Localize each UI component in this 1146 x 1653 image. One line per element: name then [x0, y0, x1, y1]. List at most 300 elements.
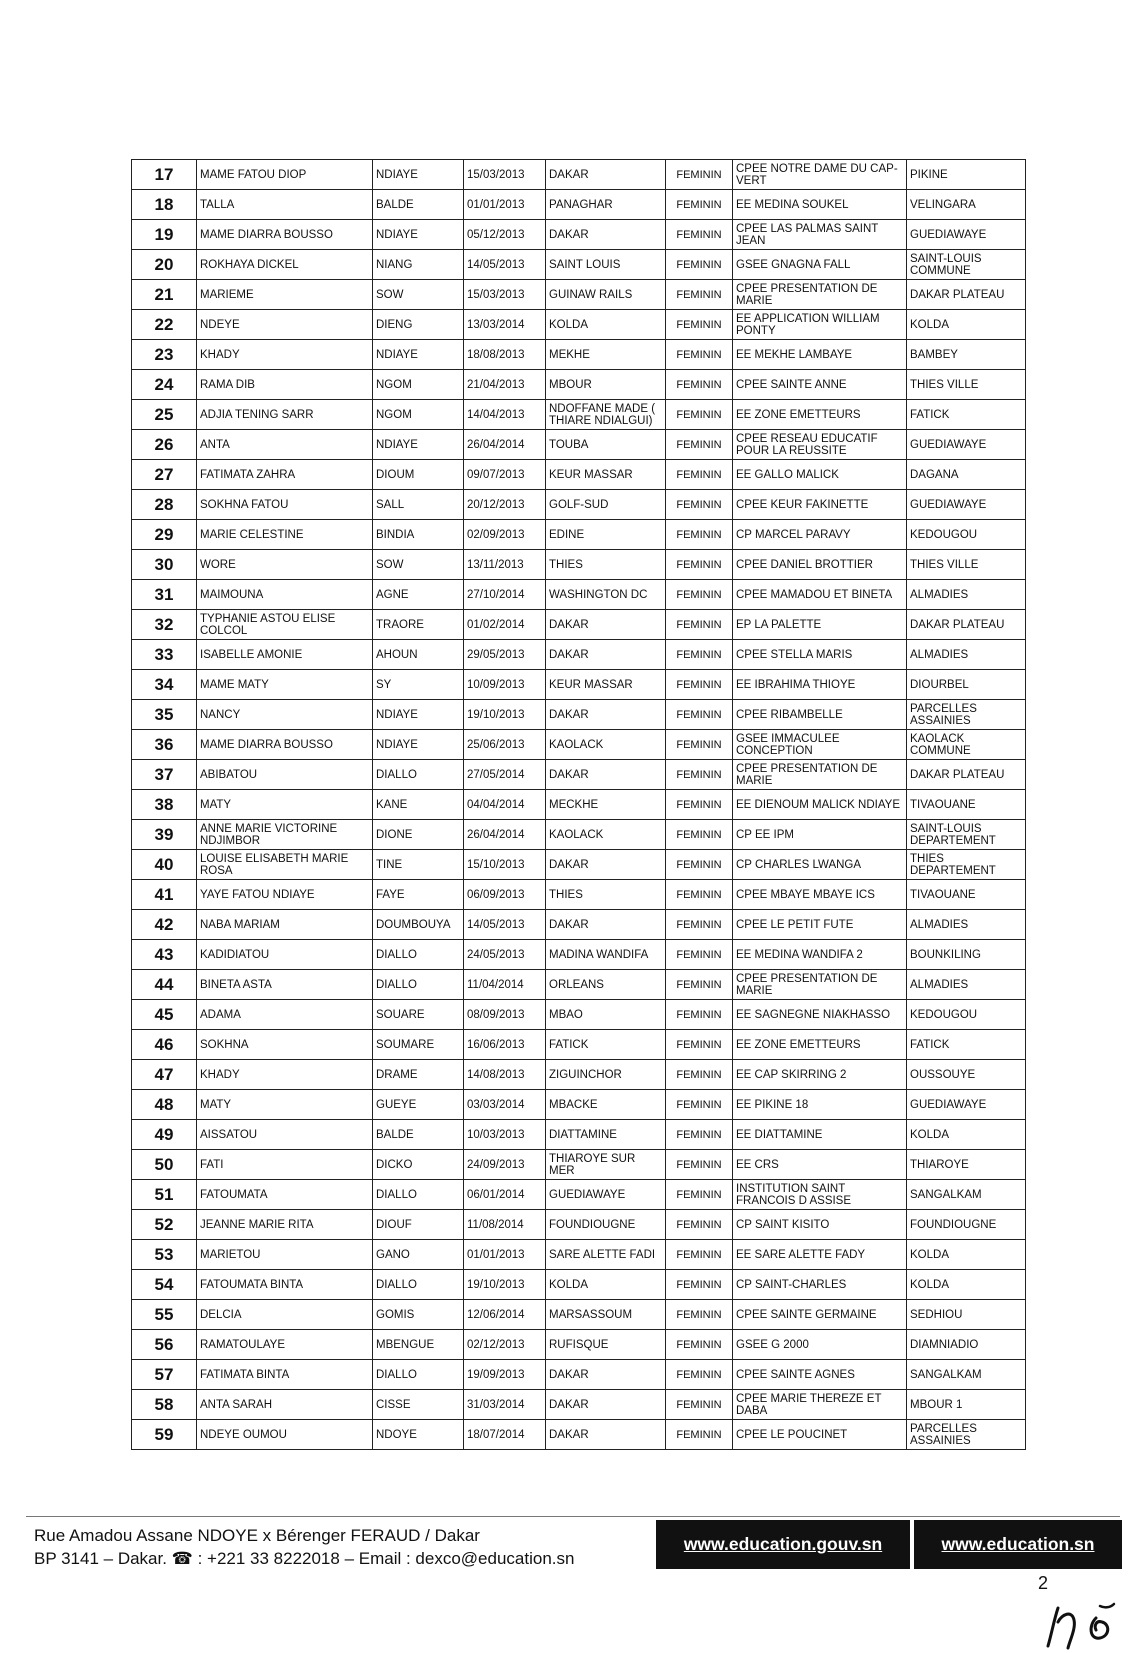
table-row: [132, 490, 1026, 520]
birth-place-cell: SAINT LOUIS: [546, 250, 666, 280]
first-name-cell: MARIETOU: [197, 1240, 373, 1270]
birth-place-cell: DAKAR: [546, 850, 666, 880]
school-cell: CPEE DANIEL BROTTIER: [733, 550, 907, 580]
locality-cell: DAKAR PLATEAU: [907, 760, 1026, 790]
sex-cell: FEMININ: [666, 880, 733, 910]
last-name-cell: NDIAYE: [373, 340, 464, 370]
footer-address-line1: Rue Amadou Assane NDOYE x Bérenger FERAUD / Dakar: [34, 1526, 480, 1545]
locality-cell: VELINGARA: [907, 190, 1026, 220]
first-name-cell: TYPHANIE ASTOU ELISE COLCOL: [197, 610, 373, 640]
first-name-cell: MATY: [197, 790, 373, 820]
table-row: [132, 310, 1026, 340]
school-cell: CPEE RESEAU EDUCATIF POUR LA REUSSITE: [733, 430, 907, 460]
table-row: [132, 1420, 1026, 1450]
locality-cell: OUSSOUYE: [907, 1060, 1026, 1090]
first-name-cell: FATOUMATA: [197, 1180, 373, 1210]
last-name-cell: SOUMARE: [373, 1030, 464, 1060]
table-row: [132, 340, 1026, 370]
row-number-cell: 53: [132, 1240, 197, 1270]
school-cell: GSEE G 2000: [733, 1330, 907, 1360]
page-number: 2: [1038, 1573, 1049, 1593]
sex-cell: FEMININ: [666, 1210, 733, 1240]
table-row: [132, 970, 1026, 1000]
school-cell: EE CRS: [733, 1150, 907, 1180]
birth-date-cell: 13/03/2014: [464, 310, 546, 340]
sex-cell: FEMININ: [666, 1180, 733, 1210]
school-cell: EE MEKHE LAMBAYE: [733, 340, 907, 370]
birth-date-cell: 11/08/2014: [464, 1210, 546, 1240]
last-name-cell: NGOM: [373, 370, 464, 400]
table-row: [132, 880, 1026, 910]
school-cell: CPEE SAINTE AGNES: [733, 1360, 907, 1390]
last-name-cell: NGOM: [373, 400, 464, 430]
first-name-cell: MAIMOUNA: [197, 580, 373, 610]
sex-cell: FEMININ: [666, 1120, 733, 1150]
school-cell: EE SARE ALETTE FADY: [733, 1240, 907, 1270]
birth-date-cell: 06/01/2014: [464, 1180, 546, 1210]
row-number-cell: 52: [132, 1210, 197, 1240]
school-cell: EE SAGNEGNE NIAKHASSO: [733, 1000, 907, 1030]
table-row: [132, 400, 1026, 430]
locality-cell: SANGALKAM: [907, 1180, 1026, 1210]
row-number-cell: 29: [132, 520, 197, 550]
last-name-cell: DICKO: [373, 1150, 464, 1180]
last-name-cell: BALDE: [373, 190, 464, 220]
first-name-cell: MAME DIARRA BOUSSO: [197, 220, 373, 250]
sex-cell: FEMININ: [666, 1270, 733, 1300]
school-cell: CP CHARLES LWANGA: [733, 850, 907, 880]
locality-cell: THIES VILLE: [907, 550, 1026, 580]
birth-date-cell: 01/02/2014: [464, 610, 546, 640]
school-cell: CP SAINT KISITO: [733, 1210, 907, 1240]
birth-date-cell: 26/04/2014: [464, 430, 546, 460]
sex-cell: FEMININ: [666, 700, 733, 730]
table-row: [132, 580, 1026, 610]
sex-cell: FEMININ: [666, 310, 733, 340]
birth-date-cell: 14/08/2013: [464, 1060, 546, 1090]
sex-cell: FEMININ: [666, 1240, 733, 1270]
school-cell: CPEE LE POUCINET: [733, 1420, 907, 1450]
locality-cell: PARCELLES ASSAINIES: [907, 1420, 1026, 1450]
first-name-cell: ISABELLE AMONIE: [197, 640, 373, 670]
birth-place-cell: ZIGUINCHOR: [546, 1060, 666, 1090]
last-name-cell: SOW: [373, 550, 464, 580]
school-cell: EE GALLO MALICK: [733, 460, 907, 490]
table-row: [132, 1120, 1026, 1150]
first-name-cell: MAME MATY: [197, 670, 373, 700]
first-name-cell: NANCY: [197, 700, 373, 730]
last-name-cell: NDIAYE: [373, 730, 464, 760]
first-name-cell: MARIE CELESTINE: [197, 520, 373, 550]
sex-cell: FEMININ: [666, 670, 733, 700]
table-row: [132, 730, 1026, 760]
first-name-cell: NDEYE: [197, 310, 373, 340]
birth-place-cell: FATICK: [546, 1030, 666, 1060]
last-name-cell: DIALLO: [373, 1180, 464, 1210]
birth-date-cell: 20/12/2013: [464, 490, 546, 520]
birth-date-cell: 06/09/2013: [464, 880, 546, 910]
last-name-cell: NDIAYE: [373, 700, 464, 730]
birth-place-cell: KEUR MASSAR: [546, 460, 666, 490]
school-cell: CPEE PRESENTATION DE MARIE: [733, 970, 907, 1000]
sex-cell: FEMININ: [666, 760, 733, 790]
row-number-cell: 57: [132, 1360, 197, 1390]
sex-cell: FEMININ: [666, 280, 733, 310]
first-name-cell: MARIEME: [197, 280, 373, 310]
first-name-cell: ADAMA: [197, 1000, 373, 1030]
table-row: [132, 670, 1026, 700]
school-cell: CPEE MAMADOU ET BINETA: [733, 580, 907, 610]
row-number-cell: 40: [132, 850, 197, 880]
locality-cell: FATICK: [907, 400, 1026, 430]
row-number-cell: 23: [132, 340, 197, 370]
locality-cell: THIES DEPARTEMENT: [907, 850, 1026, 880]
school-cell: CPEE LE PETIT FUTE: [733, 910, 907, 940]
first-name-cell: SOKHNA FATOU: [197, 490, 373, 520]
table-row: [132, 220, 1026, 250]
sex-cell: FEMININ: [666, 460, 733, 490]
row-number-cell: 47: [132, 1060, 197, 1090]
sex-cell: FEMININ: [666, 1000, 733, 1030]
last-name-cell: DOUMBOUYA: [373, 910, 464, 940]
birth-date-cell: 19/10/2013: [464, 1270, 546, 1300]
school-cell: CPEE MBAYE MBAYE ICS: [733, 880, 907, 910]
birth-date-cell: 02/09/2013: [464, 520, 546, 550]
table-row: [132, 1240, 1026, 1270]
birth-place-cell: RUFISQUE: [546, 1330, 666, 1360]
birth-place-cell: DAKAR: [546, 760, 666, 790]
birth-place-cell: DAKAR: [546, 1420, 666, 1450]
table-row: [132, 1060, 1026, 1090]
table-row: [132, 1300, 1026, 1330]
row-number-cell: 41: [132, 880, 197, 910]
row-number-cell: 46: [132, 1030, 197, 1060]
birth-place-cell: DAKAR: [546, 220, 666, 250]
birth-date-cell: 10/09/2013: [464, 670, 546, 700]
last-name-cell: GANO: [373, 1240, 464, 1270]
row-number-cell: 34: [132, 670, 197, 700]
student-list-table: [131, 159, 1026, 1450]
birth-place-cell: DAKAR: [546, 160, 666, 190]
last-name-cell: SOUARE: [373, 1000, 464, 1030]
locality-cell: MBOUR 1: [907, 1390, 1026, 1420]
last-name-cell: SOW: [373, 280, 464, 310]
first-name-cell: SOKHNA: [197, 1030, 373, 1060]
locality-cell: SAINT-LOUIS COMMUNE: [907, 250, 1026, 280]
row-number-cell: 38: [132, 790, 197, 820]
first-name-cell: FATI: [197, 1150, 373, 1180]
locality-cell: TIVAOUANE: [907, 880, 1026, 910]
birth-date-cell: 05/12/2013: [464, 220, 546, 250]
first-name-cell: KHADY: [197, 1060, 373, 1090]
first-name-cell: DELCIA: [197, 1300, 373, 1330]
birth-date-cell: 08/09/2013: [464, 1000, 546, 1030]
school-cell: CPEE PRESENTATION DE MARIE: [733, 280, 907, 310]
sex-cell: FEMININ: [666, 190, 733, 220]
locality-cell: GUEDIAWAYE: [907, 1090, 1026, 1120]
table-row: [132, 610, 1026, 640]
birth-place-cell: KOLDA: [546, 310, 666, 340]
row-number-cell: 36: [132, 730, 197, 760]
locality-cell: BAMBEY: [907, 340, 1026, 370]
locality-cell: THIES VILLE: [907, 370, 1026, 400]
last-name-cell: DIALLO: [373, 1360, 464, 1390]
table-row: [132, 430, 1026, 460]
birth-date-cell: 02/12/2013: [464, 1330, 546, 1360]
school-cell: CPEE PRESENTATION DE MARIE: [733, 760, 907, 790]
last-name-cell: BALDE: [373, 1120, 464, 1150]
birth-date-cell: 14/04/2013: [464, 400, 546, 430]
last-name-cell: TRAORE: [373, 610, 464, 640]
locality-cell: PIKINE: [907, 160, 1026, 190]
table-row: [132, 1000, 1026, 1030]
table-row: [132, 790, 1026, 820]
school-cell: EE APPLICATION WILLIAM PONTY: [733, 310, 907, 340]
sex-cell: FEMININ: [666, 850, 733, 880]
school-cell: CPEE LAS PALMAS SAINT JEAN: [733, 220, 907, 250]
row-number-cell: 17: [132, 160, 197, 190]
birth-place-cell: MECKHE: [546, 790, 666, 820]
school-cell: CPEE KEUR FAKINETTE: [733, 490, 907, 520]
birth-place-cell: WASHINGTON DC: [546, 580, 666, 610]
sex-cell: FEMININ: [666, 1090, 733, 1120]
birth-date-cell: 29/05/2013: [464, 640, 546, 670]
school-cell: EE MEDINA SOUKEL: [733, 190, 907, 220]
first-name-cell: MAME DIARRA BOUSSO: [197, 730, 373, 760]
birth-date-cell: 25/06/2013: [464, 730, 546, 760]
table-row: [132, 850, 1026, 880]
row-number-cell: 35: [132, 700, 197, 730]
table-body: [132, 160, 1026, 1450]
table-row: [132, 460, 1026, 490]
row-number-cell: 27: [132, 460, 197, 490]
birth-place-cell: THIES: [546, 880, 666, 910]
school-cell: EE IBRAHIMA THIOYE: [733, 670, 907, 700]
birth-place-cell: GUINAW RAILS: [546, 280, 666, 310]
sex-cell: FEMININ: [666, 400, 733, 430]
birth-place-cell: MEKHE: [546, 340, 666, 370]
footer-divider: [26, 1516, 1120, 1517]
sex-cell: FEMININ: [666, 550, 733, 580]
locality-cell: DAKAR PLATEAU: [907, 280, 1026, 310]
locality-cell: DIAMNIADIO: [907, 1330, 1026, 1360]
row-number-cell: 39: [132, 820, 197, 850]
table-row: [132, 760, 1026, 790]
table-row: [132, 1150, 1026, 1180]
table-row: [132, 1090, 1026, 1120]
birth-date-cell: 15/03/2013: [464, 280, 546, 310]
table-row: [132, 520, 1026, 550]
birth-date-cell: 04/04/2014: [464, 790, 546, 820]
birth-place-cell: MADINA WANDIFA: [546, 940, 666, 970]
first-name-cell: ANTA: [197, 430, 373, 460]
handwritten-annotation-signature: [1038, 1596, 1138, 1651]
school-cell: EE DIENOUM MALICK NDIAYE: [733, 790, 907, 820]
locality-cell: GUEDIAWAYE: [907, 490, 1026, 520]
sex-cell: FEMININ: [666, 580, 733, 610]
school-cell: GSEE IMMACULEE CONCEPTION: [733, 730, 907, 760]
sex-cell: FEMININ: [666, 1060, 733, 1090]
row-number-cell: 56: [132, 1330, 197, 1360]
last-name-cell: AHOUN: [373, 640, 464, 670]
birth-date-cell: 31/03/2014: [464, 1390, 546, 1420]
school-cell: CPEE SAINTE ANNE: [733, 370, 907, 400]
row-number-cell: 33: [132, 640, 197, 670]
row-number-cell: 48: [132, 1090, 197, 1120]
locality-cell: ALMADIES: [907, 640, 1026, 670]
locality-cell: FOUNDIOUGNE: [907, 1210, 1026, 1240]
last-name-cell: KANE: [373, 790, 464, 820]
sex-cell: FEMININ: [666, 820, 733, 850]
sex-cell: FEMININ: [666, 730, 733, 760]
birth-place-cell: EDINE: [546, 520, 666, 550]
first-name-cell: ROKHAYA DICKEL: [197, 250, 373, 280]
locality-cell: KEDOUGOU: [907, 520, 1026, 550]
last-name-cell: CISSE: [373, 1390, 464, 1420]
school-cell: CPEE SAINTE GERMAINE: [733, 1300, 907, 1330]
website-link-gouv[interactable]: www.education.gouv.sn: [656, 1520, 910, 1569]
birth-place-cell: MBOUR: [546, 370, 666, 400]
school-cell: EE ZONE EMETTEURS: [733, 400, 907, 430]
first-name-cell: RAMATOULAYE: [197, 1330, 373, 1360]
locality-cell: SANGALKAM: [907, 1360, 1026, 1390]
birth-place-cell: DAKAR: [546, 610, 666, 640]
table-row: [132, 250, 1026, 280]
locality-cell: SAINT-LOUIS DEPARTEMENT: [907, 820, 1026, 850]
row-number-cell: 30: [132, 550, 197, 580]
birth-place-cell: KAOLACK: [546, 820, 666, 850]
birth-place-cell: DAKAR: [546, 700, 666, 730]
first-name-cell: ANNE MARIE VICTORINE NDJIMBOR: [197, 820, 373, 850]
last-name-cell: DIONE: [373, 820, 464, 850]
locality-cell: KOLDA: [907, 1240, 1026, 1270]
birth-date-cell: 27/10/2014: [464, 580, 546, 610]
first-name-cell: YAYE FATOU NDIAYE: [197, 880, 373, 910]
table-row: [132, 910, 1026, 940]
first-name-cell: NDEYE OUMOU: [197, 1420, 373, 1450]
locality-cell: DAKAR PLATEAU: [907, 610, 1026, 640]
birth-date-cell: 16/06/2013: [464, 1030, 546, 1060]
birth-place-cell: DAKAR: [546, 1390, 666, 1420]
website-link[interactable]: www.education.sn: [914, 1520, 1122, 1569]
table-row: [132, 1030, 1026, 1060]
last-name-cell: GOMIS: [373, 1300, 464, 1330]
sex-cell: FEMININ: [666, 1030, 733, 1060]
birth-date-cell: 15/10/2013: [464, 850, 546, 880]
last-name-cell: SY: [373, 670, 464, 700]
last-name-cell: DIALLO: [373, 940, 464, 970]
row-number-cell: 54: [132, 1270, 197, 1300]
birth-date-cell: 27/05/2014: [464, 760, 546, 790]
locality-cell: GUEDIAWAYE: [907, 220, 1026, 250]
last-name-cell: NDOYE: [373, 1420, 464, 1450]
table-row: [132, 1180, 1026, 1210]
birth-place-cell: FOUNDIOUGNE: [546, 1210, 666, 1240]
footer-address-line2: BP 3141 – Dakar. ☎ : +221 33 8222018 – Email : dexco@education.sn: [34, 1549, 575, 1568]
locality-cell: KAOLACK COMMUNE: [907, 730, 1026, 760]
last-name-cell: AGNE: [373, 580, 464, 610]
birth-date-cell: 19/10/2013: [464, 700, 546, 730]
first-name-cell: RAMA DIB: [197, 370, 373, 400]
table-row: [132, 370, 1026, 400]
birth-date-cell: 24/09/2013: [464, 1150, 546, 1180]
birth-date-cell: 10/03/2013: [464, 1120, 546, 1150]
row-number-cell: 21: [132, 280, 197, 310]
birth-place-cell: TOUBA: [546, 430, 666, 460]
first-name-cell: NABA MARIAM: [197, 910, 373, 940]
birth-place-cell: MARSASSOUM: [546, 1300, 666, 1330]
locality-cell: KEDOUGOU: [907, 1000, 1026, 1030]
birth-date-cell: 18/07/2014: [464, 1420, 546, 1450]
sex-cell: FEMININ: [666, 430, 733, 460]
locality-cell: BOUNKILING: [907, 940, 1026, 970]
row-number-cell: 42: [132, 910, 197, 940]
birth-place-cell: KAOLACK: [546, 730, 666, 760]
table-row: [132, 1210, 1026, 1240]
sex-cell: FEMININ: [666, 790, 733, 820]
school-cell: EE ZONE EMETTEURS: [733, 1030, 907, 1060]
last-name-cell: BINDIA: [373, 520, 464, 550]
school-cell: EE CAP SKIRRING 2: [733, 1060, 907, 1090]
row-number-cell: 28: [132, 490, 197, 520]
first-name-cell: FATOUMATA BINTA: [197, 1270, 373, 1300]
school-cell: EP LA PALETTE: [733, 610, 907, 640]
birth-date-cell: 11/04/2014: [464, 970, 546, 1000]
birth-place-cell: PANAGHAR: [546, 190, 666, 220]
sex-cell: FEMININ: [666, 1420, 733, 1450]
sex-cell: FEMININ: [666, 520, 733, 550]
birth-place-cell: THIES: [546, 550, 666, 580]
row-number-cell: 24: [132, 370, 197, 400]
locality-cell: TIVAOUANE: [907, 790, 1026, 820]
last-name-cell: TINE: [373, 850, 464, 880]
birth-place-cell: SARE ALETTE FADI: [546, 1240, 666, 1270]
school-cell: CPEE NOTRE DAME DU CAP-VERT: [733, 160, 907, 190]
table-row: [132, 160, 1026, 190]
last-name-cell: DIALLO: [373, 1270, 464, 1300]
locality-cell: ALMADIES: [907, 970, 1026, 1000]
sex-cell: FEMININ: [666, 1330, 733, 1360]
first-name-cell: FATIMATA BINTA: [197, 1360, 373, 1390]
row-number-cell: 58: [132, 1390, 197, 1420]
row-number-cell: 25: [132, 400, 197, 430]
row-number-cell: 26: [132, 430, 197, 460]
locality-cell: DAGANA: [907, 460, 1026, 490]
last-name-cell: DIENG: [373, 310, 464, 340]
school-cell: EE MEDINA WANDIFA 2: [733, 940, 907, 970]
table-row: [132, 820, 1026, 850]
last-name-cell: DIALLO: [373, 970, 464, 1000]
first-name-cell: ADJIA TENING SARR: [197, 400, 373, 430]
row-number-cell: 55: [132, 1300, 197, 1330]
birth-place-cell: KOLDA: [546, 1270, 666, 1300]
sex-cell: FEMININ: [666, 940, 733, 970]
table-row: [132, 640, 1026, 670]
birth-place-cell: DAKAR: [546, 640, 666, 670]
row-number-cell: 37: [132, 760, 197, 790]
row-number-cell: 49: [132, 1120, 197, 1150]
last-name-cell: DRAME: [373, 1060, 464, 1090]
locality-cell: ALMADIES: [907, 910, 1026, 940]
sex-cell: FEMININ: [666, 370, 733, 400]
sex-cell: FEMININ: [666, 220, 733, 250]
birth-place-cell: GOLF-SUD: [546, 490, 666, 520]
school-cell: CP MARCEL PARAVY: [733, 520, 907, 550]
school-cell: GSEE GNAGNA FALL: [733, 250, 907, 280]
birth-date-cell: 09/07/2013: [464, 460, 546, 490]
school-cell: CPEE MARIE THEREZE ET DABA: [733, 1390, 907, 1420]
row-number-cell: 20: [132, 250, 197, 280]
